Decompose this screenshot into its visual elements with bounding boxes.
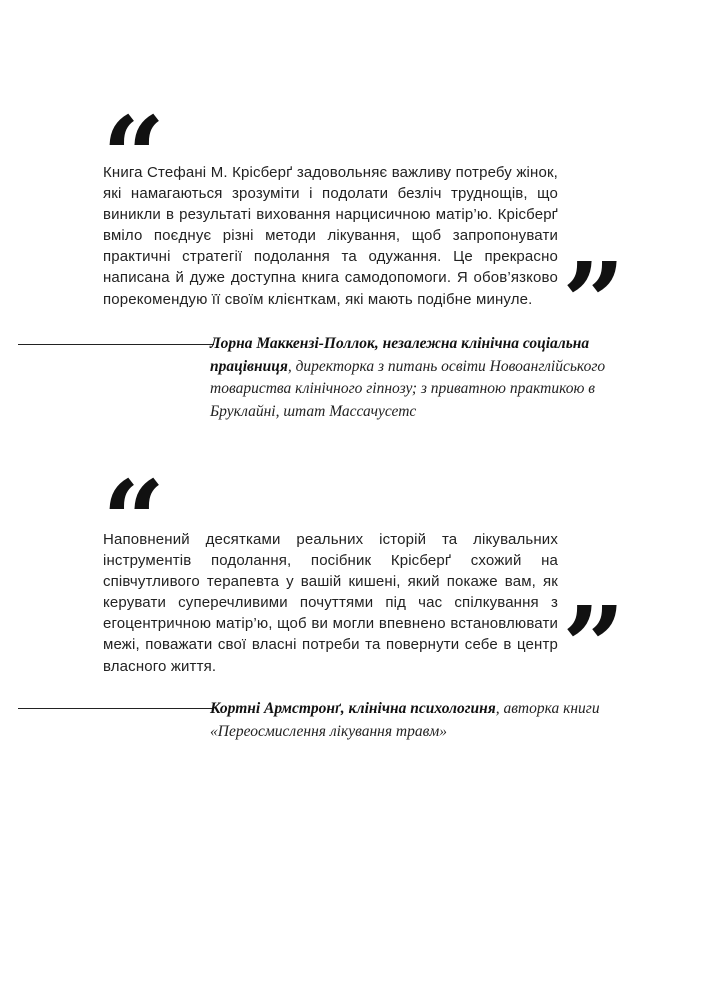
attribution-rule bbox=[18, 708, 214, 709]
open-quote-mark: “ bbox=[102, 92, 166, 221]
quote-text: Наповнений десятками реальних історій та лікувальних інструментів подолання, посібник Крісберґ схожий на співчутливого терапевта у вашій кишені, який покаже вам, як керувати суперечливими почуттями під час спілкування з егоцентричною матір’ю, щоб ви могли впевнено встановлювати межі, поважати свої власні потреби та повернути себе в центр власного життя. bbox=[103, 531, 558, 675]
author-name: Кортні Армстронґ, клінічна психологиня bbox=[210, 700, 496, 717]
close-quote-mark: ” bbox=[562, 238, 626, 367]
quote-text: Книга Стефані М. Крісберґ задовольняє важливу потребу жінок, які намагаються зрозуміти і подолати безліч труднощів, що виникли в результаті виховання нарцисичною матір’ю. Крісберґ вміло поєднує різні методи лікування, щоб запропонувати практичні стратегії подолання та одужання. Це прекрасно написана й дуже доступна книга самодопомоги. Я обов’язково порекомендую її своїм клієнткам, які мають подібне минуле. bbox=[103, 164, 558, 308]
attribution bbox=[210, 698, 615, 743]
open-quote-mark: “ bbox=[102, 456, 166, 585]
author-role: , директорка з питань освіти Новоанглійського товариства клінічного гіпнозу; з приватною практикою в Бруклайні, штат Массачусетс bbox=[210, 357, 606, 420]
attribution-rule bbox=[18, 344, 214, 345]
close-quote-mark: ” bbox=[562, 582, 626, 711]
author-role: , авторка книги «Переосмислення лікування травм» bbox=[210, 700, 600, 740]
attribution bbox=[210, 333, 615, 423]
author-name: Лорна Маккензі-Поллок, незалежна клінічна соціальна працівниця bbox=[210, 335, 590, 375]
